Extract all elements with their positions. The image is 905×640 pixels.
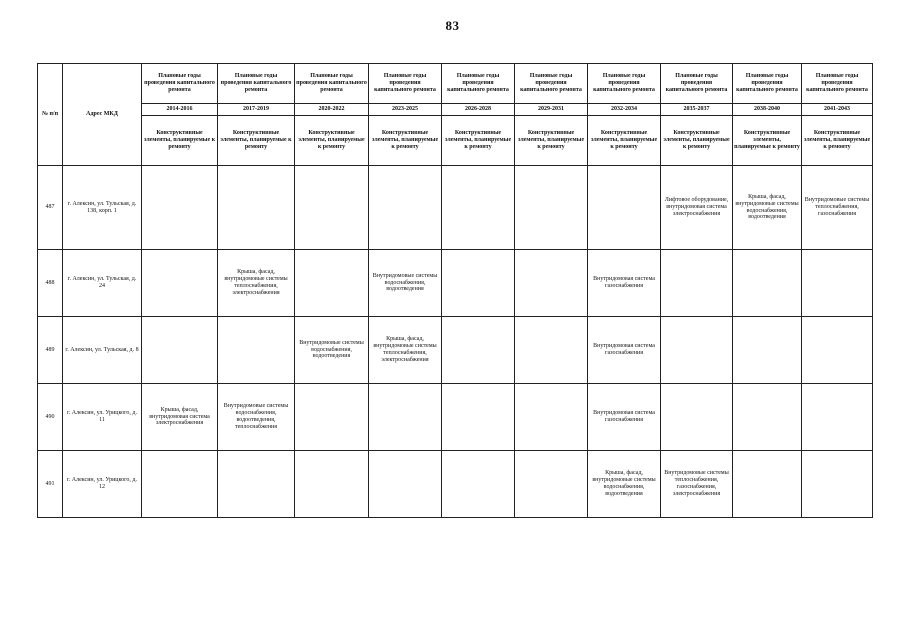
header-elements-label: Конструктивные элементы, планируемые к ремонту	[369, 116, 442, 166]
table-row	[38, 250, 873, 317]
row-elements-cell	[802, 250, 873, 317]
header-plan-label: Плановые годы проведения капитального ремонта	[369, 64, 442, 104]
row-number: 488	[38, 250, 63, 317]
row-address: г. Алексин, ул. Урицкого, д. 12	[63, 451, 142, 518]
row-elements-cell: Внутридомовая система газоснабжения	[588, 250, 661, 317]
header-plan-label: Плановые годы проведения капитального ремонта	[142, 64, 218, 104]
header-elements-label: Конструктивные элементы, планируемые к ремонту	[442, 116, 515, 166]
row-elements-cell	[802, 451, 873, 518]
row-elements-cell: Крыша, фасад, внутридомовые системы водоснабжения, водоотведения	[733, 166, 802, 250]
row-elements-cell	[218, 451, 295, 518]
row-elements-cell	[142, 250, 218, 317]
row-elements-cell	[515, 317, 588, 384]
row-elements-cell	[515, 166, 588, 250]
header-elements-label: Конструктивные элементы, планируемые к ремонту	[588, 116, 661, 166]
table-row	[38, 451, 873, 518]
row-elements-cell	[442, 166, 515, 250]
row-elements-cell	[142, 451, 218, 518]
header-plan-label: Плановые годы проведения капитального ремонта	[661, 64, 733, 104]
row-elements-cell	[295, 384, 369, 451]
header-plan-label: Плановые годы проведения капитального ремонта	[295, 64, 369, 104]
row-elements-cell	[515, 250, 588, 317]
row-elements-cell	[733, 451, 802, 518]
row-elements-cell	[442, 384, 515, 451]
row-elements-cell	[369, 384, 442, 451]
row-elements-cell	[661, 250, 733, 317]
header-elements-label: Конструктивные элементы, планируемые к ремонту	[142, 116, 218, 166]
row-elements-cell	[218, 166, 295, 250]
table-row	[38, 317, 873, 384]
header-address: Адрес МКД	[63, 64, 142, 166]
header-years: 2032-2034	[588, 104, 661, 116]
header-row-elements	[38, 116, 873, 166]
row-elements-cell: Крыша, фасад, внутридомовая система электроснабжения	[142, 384, 218, 451]
row-elements-cell	[142, 317, 218, 384]
header-years: 2014-2016	[142, 104, 218, 116]
row-elements-cell	[295, 451, 369, 518]
row-elements-cell	[142, 166, 218, 250]
row-address: г. Алексин, ул. Тульская, д. 24	[63, 250, 142, 317]
header-num: № п/п	[38, 64, 63, 166]
table-row	[38, 384, 873, 451]
row-elements-cell: Внутридомовая система газоснабжения	[588, 384, 661, 451]
header-elements-label: Конструктивные элементы, планируемые к ремонту	[661, 116, 733, 166]
row-elements-cell: Лифтовое оборудование, внутридомовая система электроснабжения	[661, 166, 733, 250]
row-elements-cell	[515, 451, 588, 518]
row-elements-cell	[218, 317, 295, 384]
row-address: г. Алексин, ул. Тульская, д. 138, корп. 1	[63, 166, 142, 250]
row-elements-cell: Внутридомовые системы водоснабжения, водоотведения, теплоснабжения	[218, 384, 295, 451]
row-elements-cell	[515, 384, 588, 451]
row-elements-cell	[733, 317, 802, 384]
header-elements-label: Конструктивные элементы, планируемые к ремонту	[295, 116, 369, 166]
row-elements-cell: Внутридомовые системы теплоснабжения, газоснабжения	[802, 166, 873, 250]
row-address: г. Алексин, ул. Урицкого, д. 11	[63, 384, 142, 451]
header-elements-label: Конструктивные элементы, планируемые к ремонту	[733, 116, 802, 166]
row-elements-cell	[588, 166, 661, 250]
header-elements-label: Конструктивные элементы, планируемые к ремонту	[515, 116, 588, 166]
page-number: 83	[445, 18, 460, 33]
row-number: 491	[38, 451, 63, 518]
row-elements-cell	[733, 384, 802, 451]
header-years: 2023-2025	[369, 104, 442, 116]
row-elements-cell	[295, 250, 369, 317]
header-years: 2017-2019	[218, 104, 295, 116]
header-row-plan	[38, 64, 873, 104]
header-years: 2038-2040	[733, 104, 802, 116]
header-plan-label: Плановые годы проведения капитального ремонта	[588, 64, 661, 104]
row-elements-cell: Крыша, фасад, внутридомовые системы теплоснабжения, электроснабжения	[218, 250, 295, 317]
row-elements-cell	[442, 451, 515, 518]
row-elements-cell	[295, 166, 369, 250]
row-elements-cell: Крыша, фасад, внутридомовые системы теплоснабжения, электроснабжения	[369, 317, 442, 384]
header-elements-label: Конструктивные элементы, планируемые к ремонту	[218, 116, 295, 166]
header-plan-label: Плановые годы проведения капитального ремонта	[218, 64, 295, 104]
row-elements-cell: Внутридомовые системы теплоснабжения, газоснабжения, электроснабжения	[661, 451, 733, 518]
header-plan-label: Плановые годы проведения капитального ремонта	[733, 64, 802, 104]
header-plan-label: Плановые годы проведения капитального ремонта	[802, 64, 873, 104]
row-elements-cell	[442, 250, 515, 317]
row-elements-cell: Крыша, фасад, внутридомовые системы водоснабжения, водоотведения	[588, 451, 661, 518]
row-elements-cell: Внутридомовая система газоснабжения	[588, 317, 661, 384]
row-number: 490	[38, 384, 63, 451]
header-elements-label: Конструктивные элементы, планируемые к ремонту	[802, 116, 873, 166]
header-plan-label: Плановые годы проведения капитального ремонта	[515, 64, 588, 104]
row-elements-cell: Внутридомовые системы водоснабжения, водоотведения	[295, 317, 369, 384]
header-years: 2041-2043	[802, 104, 873, 116]
row-number: 487	[38, 166, 63, 250]
row-elements-cell	[369, 166, 442, 250]
header-years: 2029-2031	[515, 104, 588, 116]
header-row-years	[38, 104, 873, 116]
row-address: г. Алексин, ул. Тульская, д. 8	[63, 317, 142, 384]
header-years: 2026-2028	[442, 104, 515, 116]
row-elements-cell: Внутридомовые системы водоснабжения, водоотведения	[369, 250, 442, 317]
row-elements-cell	[802, 317, 873, 384]
row-elements-cell	[802, 384, 873, 451]
header-years: 2020-2022	[295, 104, 369, 116]
row-elements-cell	[369, 451, 442, 518]
row-elements-cell	[661, 384, 733, 451]
row-elements-cell	[661, 317, 733, 384]
table-row	[38, 166, 873, 250]
header-plan-label: Плановые годы проведения капитального ремонта	[442, 64, 515, 104]
row-elements-cell	[733, 250, 802, 317]
row-number: 489	[38, 317, 63, 384]
row-elements-cell	[442, 317, 515, 384]
repair-schedule-table	[37, 63, 873, 518]
header-years: 2035-2037	[661, 104, 733, 116]
